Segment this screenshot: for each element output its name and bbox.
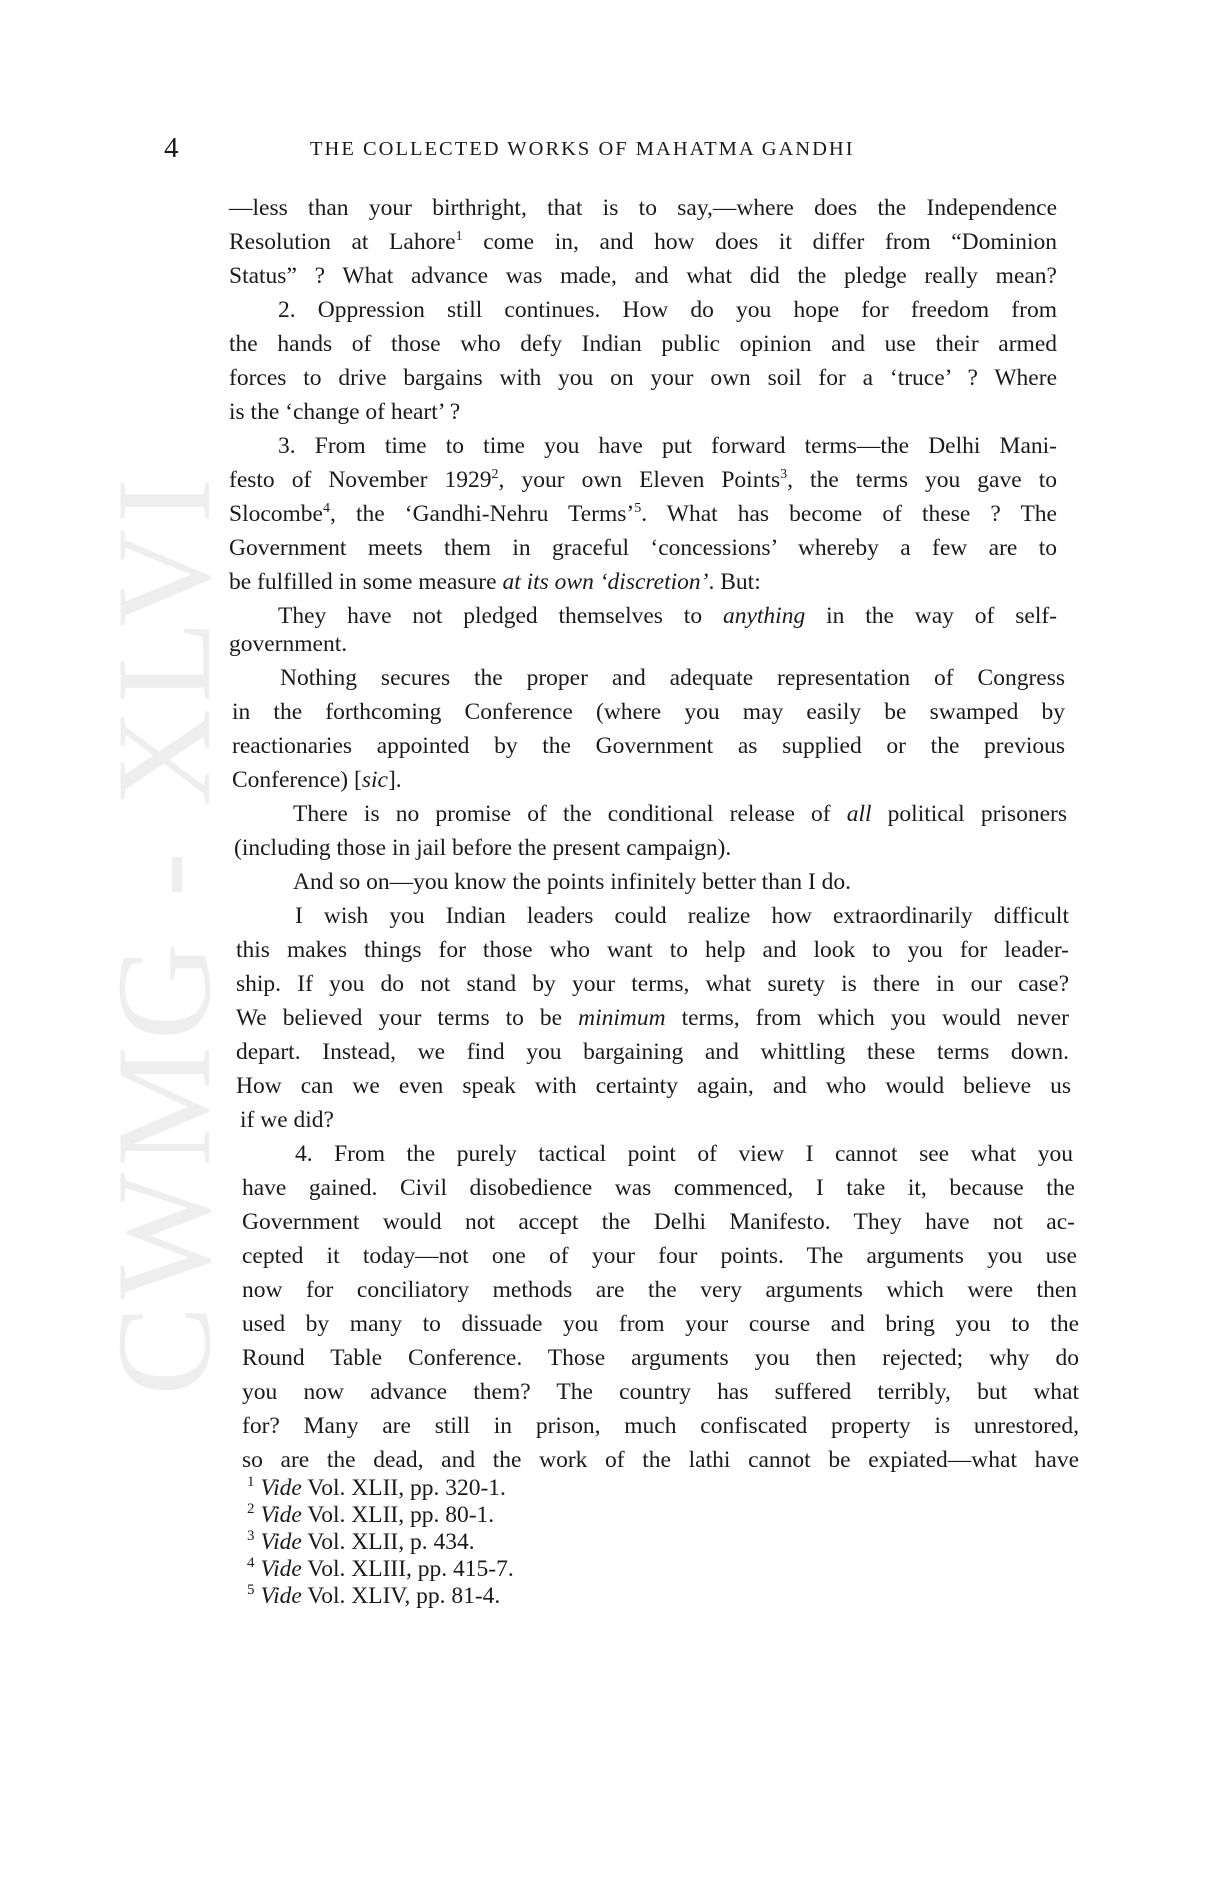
watermark: CWMG - XLVI — [90, 472, 239, 1396]
text-line: reactionaries appointed by the Government as supplied or the previous — [232, 733, 1065, 759]
text-line: now for conciliatory methods are the very arguments which were then — [242, 1277, 1077, 1303]
text-line: —less than your birthright, that is to say,—where does the Independence — [229, 195, 1057, 221]
text-line: depart. Instead, we find you bargaining and whittling these terms down. — [236, 1039, 1069, 1065]
text-line: And so on—you know the points infinitely better than I do. — [293, 869, 852, 895]
running-head: THE COLLECTED WORKS OF MAHATMA GANDHI — [310, 138, 855, 160]
text-line: I wish you Indian leaders could realize how extraordinarily difficult — [295, 903, 1069, 929]
text-line: government. — [229, 631, 348, 657]
footnote: $^2$ Vide Vol. XLII, pp. 80-1. — [247, 1501, 495, 1528]
text-line: Round Table Conference. Those arguments you then rejected; why do — [242, 1345, 1079, 1371]
text-line: used by many to dissuade you from your course and bring you to the — [242, 1311, 1079, 1337]
text-line: Government would not accept the Delhi Manifesto. They have not ac- — [242, 1209, 1075, 1235]
text-line: 3. From time to time you have put forward terms—the Delhi Mani- — [278, 433, 1057, 459]
text-line: forces to drive bargains with you on your own soil for a ‘truce’ ? Where — [229, 365, 1057, 391]
text-line: Slocombe$^4$, the ‘Gandhi-Nehru Terms’$^5$. What has become of these ? The — [229, 501, 1057, 527]
text-line: 2. Oppression still continues. How do you hope for freedom from — [278, 297, 1057, 323]
text-line: There is no promise of the conditional release of all political prisoners — [293, 801, 1067, 827]
text-line: this makes things for those who want to help and look to you for leader- — [236, 937, 1069, 963]
text-line: Nothing secures the proper and adequate representation of Congress — [280, 665, 1065, 691]
text-line: in the forthcoming Conference (where you may easily be swamped by — [232, 699, 1065, 725]
text-line: have gained. Civil disobedience was commenced, I take it, because the — [242, 1175, 1075, 1201]
text-line: so are the dead, and the work of the lathi cannot be expiated—what have — [242, 1447, 1079, 1473]
footnote: $^5$ Vide Vol. XLIV, pp. 81-4. — [247, 1582, 501, 1609]
text-line: is the ‘change of heart’ ? — [229, 399, 461, 425]
text-line: for? Many are still in prison, much confiscated property is unrestored, — [242, 1413, 1079, 1439]
text-line: Resolution at Lahore$^1$ come in, and how does it differ from “Dominion — [229, 229, 1057, 255]
text-line: 4. From the purely tactical point of view I cannot see what you — [295, 1141, 1073, 1167]
page-number: 4 — [164, 132, 179, 164]
footnote: $^1$ Vide Vol. XLII, pp. 320-1. — [247, 1474, 506, 1501]
text-line: be fulfilled in some measure at its own ‘discretion’. But: — [229, 569, 761, 595]
text-line: They have not pledged themselves to anything in the way of self- — [278, 603, 1057, 629]
text-line: if we did? — [240, 1107, 334, 1133]
footnote: $^3$ Vide Vol. XLII, p. 434. — [247, 1528, 475, 1555]
footnote: $^4$ Vide Vol. XLIII, pp. 415-7. — [247, 1555, 514, 1582]
text-line: Status” ? What advance was made, and what did the pledge really mean? — [229, 263, 1057, 289]
text-line: We believed your terms to be minimum terms, from which you would never — [236, 1005, 1069, 1031]
text-line: Government meets them in graceful ‘concessions’ whereby a few are to — [229, 535, 1057, 561]
text-line: cepted it today—not one of your four points. The arguments you use — [242, 1243, 1077, 1269]
text-line: ship. If you do not stand by your terms, what surety is there in our case? — [236, 971, 1069, 997]
text-line: the hands of those who defy Indian public opinion and use their armed — [229, 331, 1057, 357]
text-line: (including those in jail before the present campaign). — [234, 835, 732, 861]
text-line: festo of November 1929$^2$, your own Eleven Points$^3$, the terms you gave to — [229, 467, 1057, 493]
text-line: How can we even speak with certainty again, and who would believe us — [236, 1073, 1071, 1099]
text-line: you now advance them? The country has suffered terribly, but what — [242, 1379, 1079, 1405]
text-line: Conference) [sic]. — [232, 767, 402, 793]
